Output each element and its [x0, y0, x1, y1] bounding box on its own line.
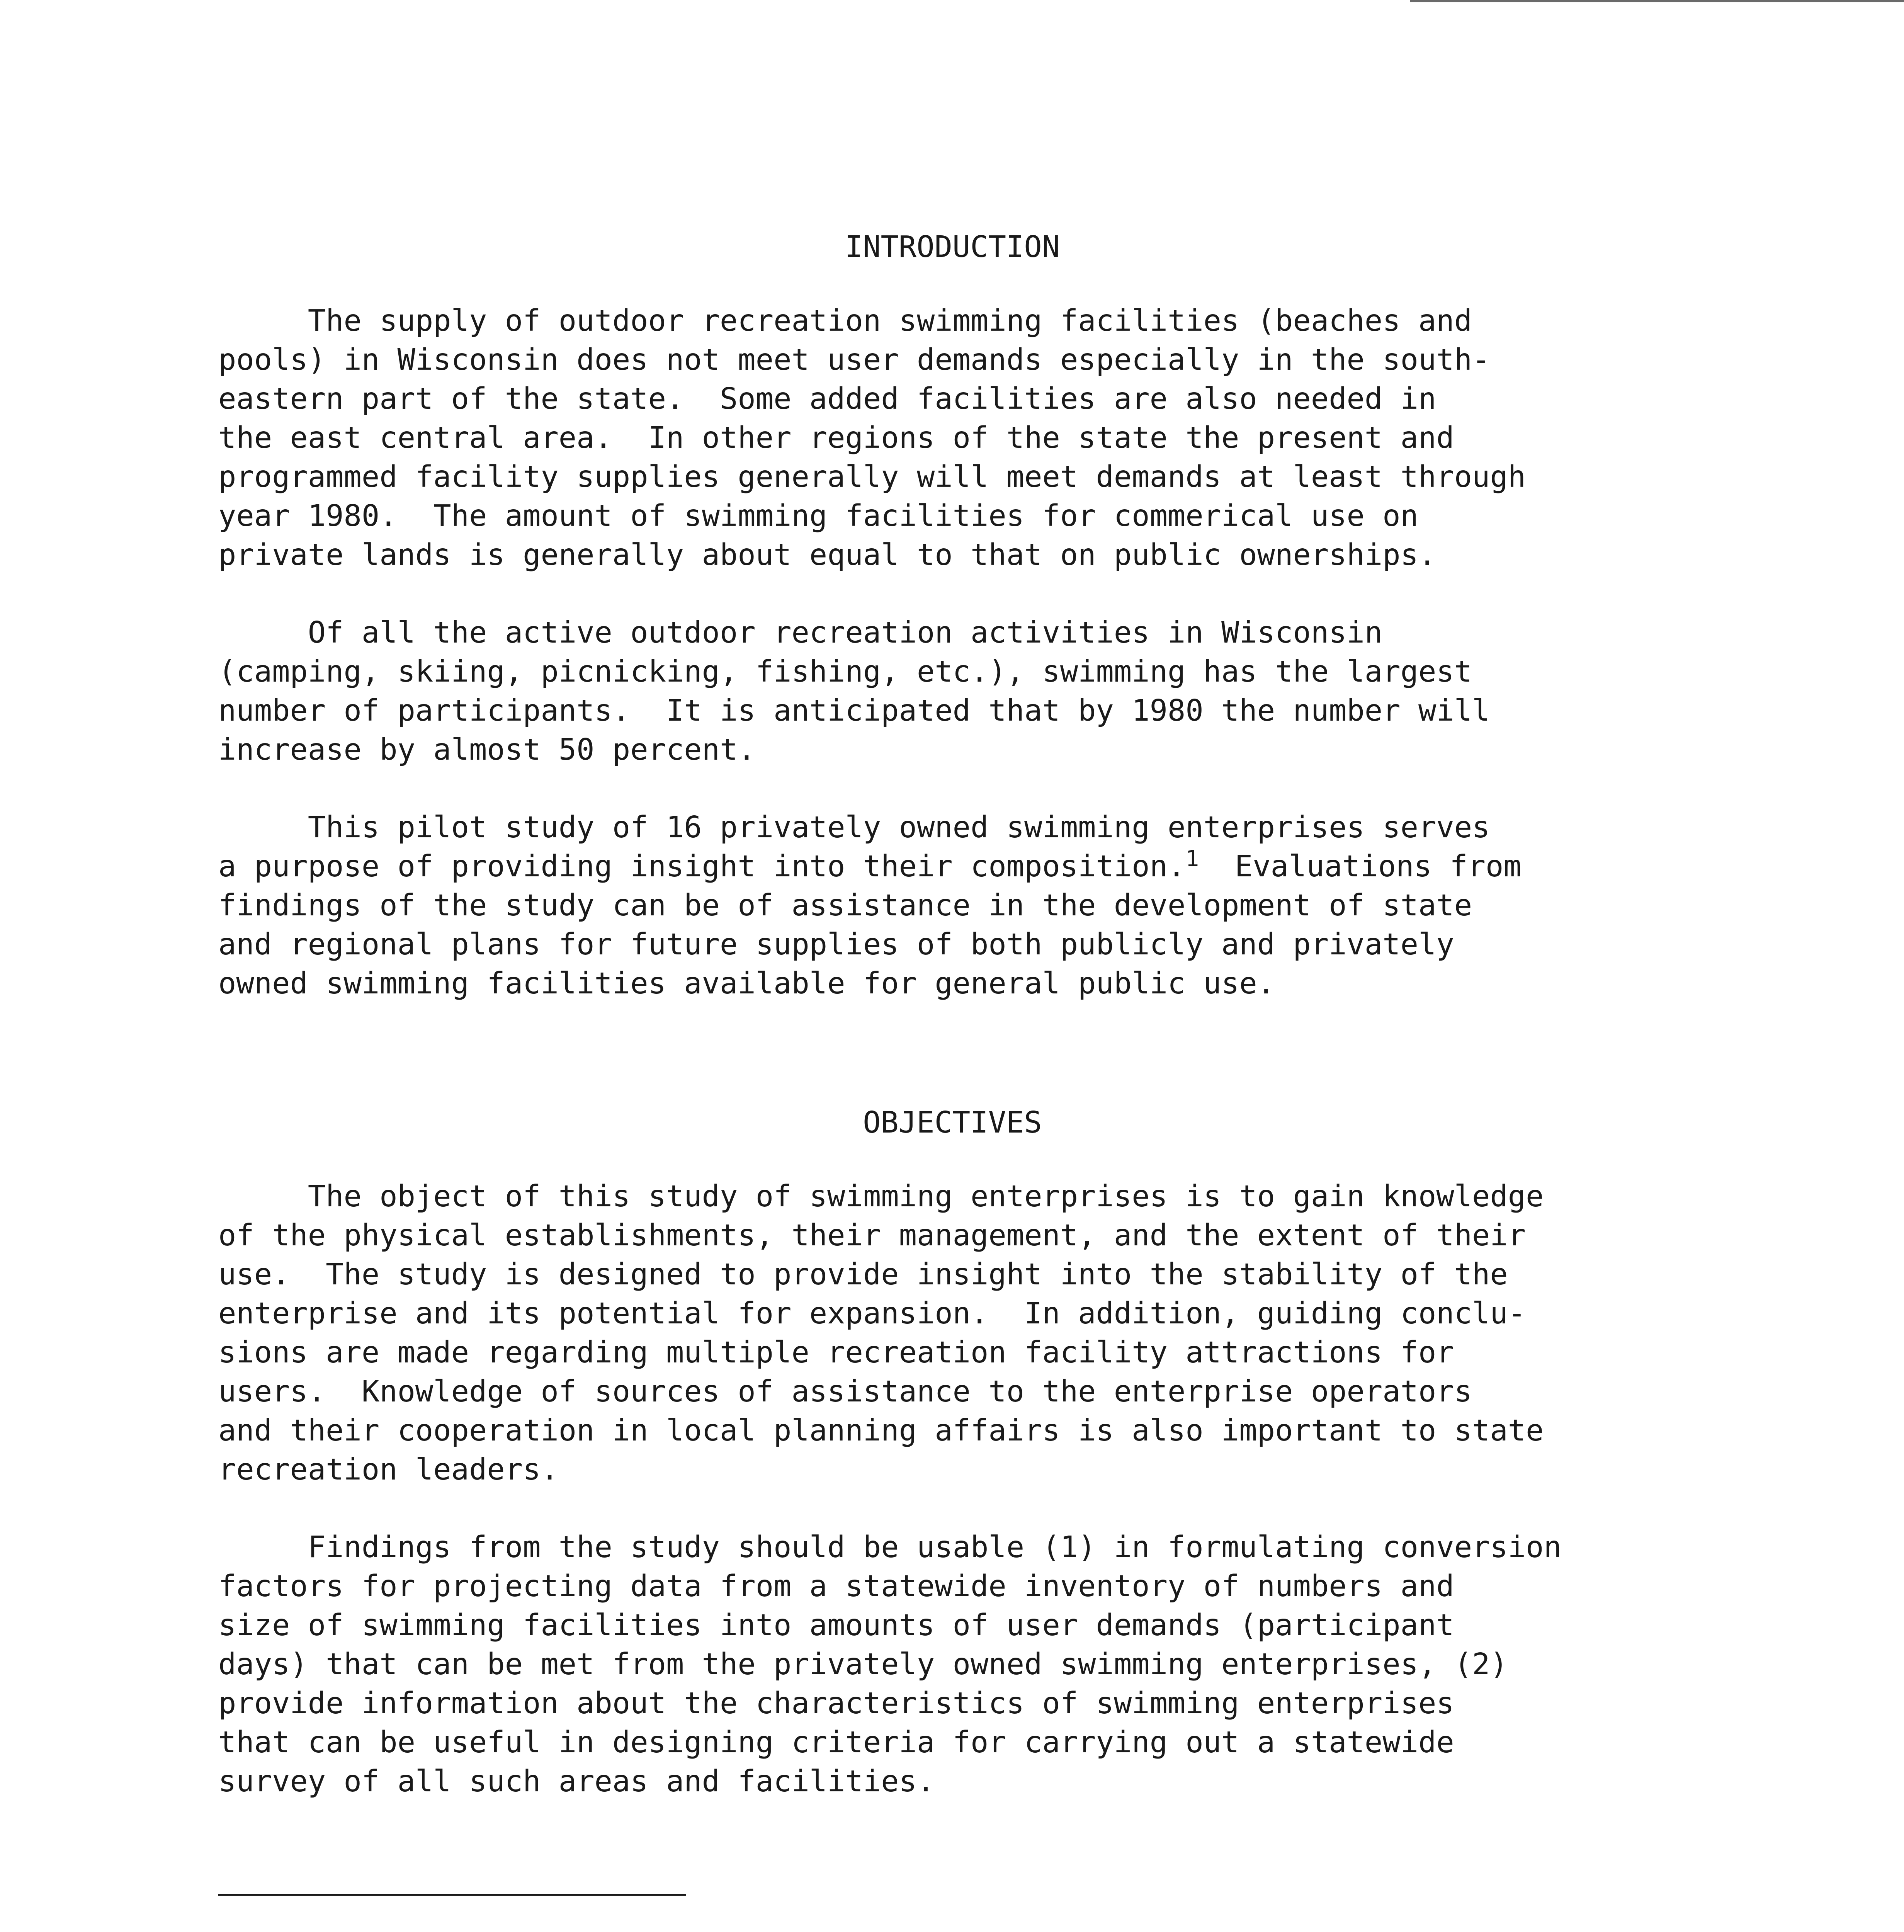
introduction-paragraph-3 — [218, 808, 1686, 1003]
pilot-text-before-ref: This pilot study of 16 privately owned swimming enterprises serves a purpose of providing insight into their composition. — [218, 810, 1490, 884]
document-page — [218, 228, 1686, 1932]
introduction-paragraph-1: The supply of outdoor recreation swimming facilities (beaches and pools) in Wisconsin does not meet user demands especially in the south- eastern part of the state. Some added facilities are also needed in the east central area. In other regions of the state the present and programmed facility supplies generally will meet demands at least through year 1980. The amount of swimming facilities for commerical use on private lands is generally about equal to that on public ownerships. — [218, 304, 1526, 572]
pilot-text-after-ref: Evaluations from findings of the study can be of assistance in the development of state and regional plans for future supplies of both publicly and privately owned swimming facilities available for general public use. — [218, 849, 1522, 1001]
objectives-heading: OBJECTIVES — [863, 1105, 1042, 1140]
objectives-paragraph-1: The object of this study of swimming enterprises is to gain knowledge of the physical establishments, their management, and the extent of their use. The study is designed to provide insight into the stability of the enterprise and its potential for expansion. In addition, guiding conclu- sions are made regarding multiple recreation facility attractions for users. Knowledge of sources of assistance to the enterprise operators and their cooperation in local planning affairs is also important to state recreation leaders. — [218, 1179, 1544, 1487]
footnote-reference: 1 — [1185, 845, 1199, 872]
objectives-paragraph-2: Findings from the study should be usable (1) in formulating conversion factors for projecting data from a statewide inventory of numbers and size of swimming facilities into amounts of user demands (participant days) that can be met from the privately owned swimming enterprises, (2) provide information about the characteristics of swimming enterprises that can be useful in designing criteria for carrying out a statewide survey of all such areas and facilities. — [218, 1530, 1562, 1799]
top-scan-rule — [1410, 0, 1904, 2]
section-spacer — [218, 1042, 1686, 1096]
footnote-divider — [218, 1894, 686, 1896]
introduction-heading: INTRODUCTION — [845, 230, 1060, 264]
introduction-paragraph-2: Of all the active outdoor recreation activities in Wisconsin (camping, skiing, picnicking, fishing, etc.), swimming has the largest number of participants. It is anticipated that by 1980 the number will increase by almost 50 percent. — [218, 616, 1490, 767]
